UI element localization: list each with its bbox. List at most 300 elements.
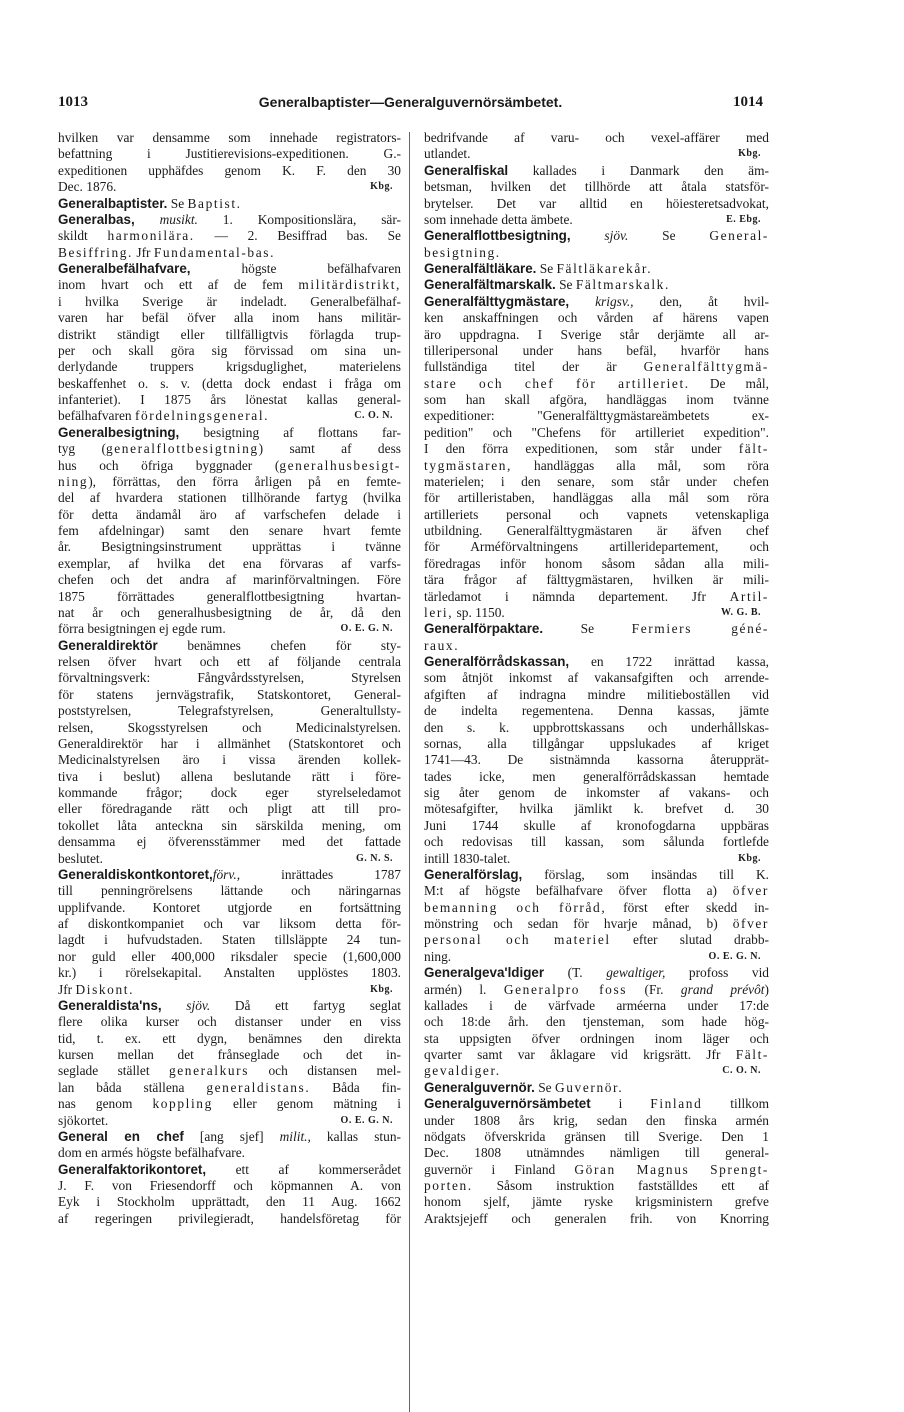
left-column-text-line: [58, 900, 401, 916]
left-column-text-line: [58, 752, 401, 768]
entry-headword: Generalfältläkare.: [424, 261, 537, 276]
text-run: af diskontkompaniet och var liksom detta för-: [58, 916, 401, 931]
right-column-text-line: [424, 883, 769, 899]
left-column-text-line: [58, 1162, 401, 1178]
text-run: intill 1830-talet.: [424, 850, 511, 866]
right-column-text-line: [424, 556, 769, 572]
text-run: ), förrättas, den förra årligen på en femte-: [88, 473, 401, 489]
text-run: till penningrörelsens lättande och näringarnas: [58, 883, 401, 899]
right-column-text-line: [424, 801, 769, 817]
text-run: Jfr: [58, 981, 76, 997]
text-run: krigsv.,: [595, 293, 634, 309]
right-column-text-line: [424, 818, 769, 834]
text-run: gevaldiger.: [424, 1063, 501, 1079]
text-run: Araktsjejeff och generalen frih. von Knorring: [424, 1210, 769, 1226]
left-column-text-line: [58, 572, 401, 588]
text-run: sig åter genom de inkomster af vakans- och: [424, 785, 769, 800]
text-run: relsen, Skogsstyrelsen och Medicinalstyrelsen.: [58, 719, 401, 735]
left-column: [58, 130, 401, 1227]
text-run: [162, 998, 187, 1013]
right-column-text-line: [424, 1014, 769, 1030]
text-run: ning.: [424, 948, 452, 964]
right-column-text-line: [424, 687, 769, 703]
text-run: De mål,: [689, 375, 769, 391]
entry-headword: Generalfaktorikontoret,: [58, 1161, 207, 1177]
text-run: seglade stället: [58, 1063, 169, 1079]
left-column-text-line: [58, 1047, 401, 1063]
text-run: [571, 228, 605, 243]
text-run: per och skall göra sig förvissad om sina un-: [58, 342, 401, 358]
right-column-text-line: [424, 245, 769, 261]
left-column-text-line: [58, 638, 401, 654]
text-run: distrikt ständigt eller tillfälligtvis förlagda trup-: [58, 326, 401, 342]
text-run: chefen och det andra af marinförvaltningen. Före: [58, 572, 401, 588]
text-run: Medicinalstyrelsen äro i vissa ärenden kollek-: [58, 752, 401, 768]
text-run: kursen mellan det frånseglade och det in-: [58, 1047, 401, 1062]
text-run: beslutet.: [58, 850, 103, 866]
text-run: och distansen mel-: [249, 1063, 401, 1079]
right-column-text-line: [424, 212, 769, 228]
text-run: den s. k. uppbrottskassans och underhållskas-: [424, 719, 769, 735]
text-run: generaldistans.: [206, 1079, 311, 1095]
text-run: i: [590, 1096, 651, 1112]
text-run: betsman, hvilken det tillhörde att åtala statsför-: [424, 179, 769, 195]
text-run: ): [764, 981, 769, 997]
right-column-text-line: [424, 752, 769, 768]
author-signature: Kbg.: [370, 983, 393, 995]
author-signature: O. E. G. N.: [708, 950, 761, 962]
text-run: hvilken var densamme som innehade registrators-: [58, 130, 401, 145]
text-run: brytelser. Det var alltid en höiesteretsadvokat,: [424, 195, 769, 211]
text-run: inom hvart och ett af de fem: [58, 277, 299, 293]
text-run: 1875 förrättades generalflottbesigtning hvartan-: [58, 588, 401, 604]
left-column-text-line: [58, 654, 401, 670]
text-run: Båda fin-: [310, 1079, 401, 1095]
text-run: beskaffenhet o. s. v. (detta dock endast i fråga om: [58, 375, 401, 391]
left-column-text-line: [58, 212, 401, 228]
text-run: dom en armés högste befälhafvare.: [58, 1145, 246, 1161]
text-run: densamma ej öfverensstämmer med det fattade: [58, 834, 401, 850]
text-run: högste befälhafvaren: [190, 261, 401, 276]
text-run: skildt: [58, 228, 108, 244]
text-run: Då ett fartyg seglat: [210, 997, 401, 1013]
text-run: ) samt af dess: [258, 441, 401, 457]
text-run: Fermiers géné-: [631, 621, 769, 637]
text-run: Se: [536, 261, 557, 276]
text-run: utbildning. Generalfälttygmästaren är äfven chef: [424, 523, 769, 538]
text-run: Fältläkarekår.: [556, 261, 653, 276]
left-column-text-line: [58, 196, 401, 212]
text-run: Se: [167, 195, 188, 211]
text-run: materielen; i den senare, som står under chefen: [424, 473, 769, 489]
left-column-text-line: [58, 376, 401, 392]
left-column-text-line: [58, 769, 401, 785]
left-column-text-line: [58, 359, 401, 375]
right-column-text-line: [424, 343, 769, 359]
left-column-text-line: [58, 801, 401, 817]
right-column-text-line: [424, 834, 769, 850]
right-column-text-line: [424, 769, 769, 785]
text-run: bemanning och förråd,: [424, 899, 607, 915]
text-run: öfver: [732, 916, 769, 931]
left-column-text-line: [58, 1031, 401, 1047]
left-column-text-line: [58, 490, 401, 506]
text-run: relsen öfver hvart och ett af följande centrala: [58, 654, 401, 669]
text-run: tärledamot i nämnda departement. Jfr: [424, 588, 730, 604]
left-column-text-line: [58, 982, 401, 998]
left-column-text-line: [58, 392, 401, 408]
right-column-text-line: [424, 228, 769, 244]
text-run: tid, t. ex. ett dygn, benämnes den direkta: [58, 1030, 401, 1046]
left-column-text-line: [58, 458, 401, 474]
author-signature: G. N. S.: [355, 852, 393, 864]
entry-headword: Generalbefälhafvare,: [58, 261, 191, 276]
text-run: generalhusbesigt-: [279, 457, 401, 473]
right-column-text-line: [424, 1113, 769, 1129]
author-signature: C. O. N.: [354, 410, 393, 422]
text-run: kommande frågor; dock eger styrelseledamot: [58, 785, 401, 800]
text-run: exemplar, af hvilka det ena förvaras af varfs-: [58, 555, 401, 571]
left-column-text-line: [58, 949, 401, 965]
left-page-number: 1013: [58, 94, 88, 110]
text-run: M:t af högste befälhafvare öfver flotta a): [424, 883, 733, 899]
right-column-text-line: [424, 507, 769, 523]
text-run: som innehade detta ämbete.: [424, 211, 573, 227]
right-column-text-line: [424, 982, 769, 998]
text-run: — 2. Besiffrad bas. Se: [194, 228, 401, 244]
text-run: för statens jernvägstrafik, Statskontoret, General-: [58, 686, 401, 702]
right-column-text-line: [424, 1096, 769, 1112]
author-signature: C. O. N.: [722, 1065, 761, 1077]
right-column-text-line: [424, 589, 769, 605]
text-run: hus och öfriga byggnader (: [58, 457, 280, 473]
text-run: utlandet.: [424, 146, 471, 162]
left-column-text-line: [58, 916, 401, 932]
right-column-text-line: [424, 785, 769, 801]
left-column-text-line: [58, 310, 401, 326]
text-run: grand prévôt: [680, 981, 765, 997]
left-column-text-line: [58, 883, 401, 899]
text-run: föredragas inför honom såsom sådan alla mili-: [424, 555, 769, 571]
left-column-text-line: [58, 1080, 401, 1096]
left-column-text-line: [58, 343, 401, 359]
text-run: Diskont.: [75, 981, 135, 997]
text-run: generalkurs: [168, 1063, 250, 1079]
text-run: profoss vid: [665, 965, 769, 981]
text-run: som han skall afgöra, handläggas inom tvänne: [424, 392, 769, 407]
left-column-text-line: [58, 425, 401, 441]
left-column-text-line: [58, 523, 401, 539]
text-run: besigtning.: [424, 244, 501, 260]
right-column-text-line: [424, 294, 769, 310]
entry-headword: Generalfiskal: [424, 162, 509, 178]
entry-headword: Generaldirektör: [58, 637, 158, 653]
text-run: milit.,: [279, 1128, 311, 1144]
left-column-text-line: [58, 408, 401, 424]
text-run: [135, 212, 160, 227]
left-column-text-line: [58, 1063, 401, 1079]
right-column-text-line: [424, 458, 769, 474]
left-column-text-line: [58, 1113, 401, 1129]
text-run: Dec. 1876.: [58, 179, 117, 195]
right-column-text-line: [424, 310, 769, 326]
text-run: [569, 294, 595, 309]
right-column-text-line: [424, 965, 769, 981]
right-column-text-line: [424, 1031, 769, 1047]
text-run: och redovisas till kassan, som sålunda fortlefde: [424, 834, 769, 850]
left-column-text-line: [58, 1194, 401, 1210]
text-run: Generalpro foss: [503, 981, 628, 997]
left-column-text-line: [58, 736, 401, 752]
text-run: sjöv.: [604, 228, 629, 244]
text-run: och 18:de årh. den tjensteman, som hade hög-: [424, 1014, 769, 1030]
text-run: flere olika kurser och distanser under en viss: [58, 1014, 401, 1030]
left-column-text-line: [58, 277, 401, 293]
left-column-text-line: [58, 1129, 401, 1145]
right-column-text-line: [424, 998, 769, 1014]
text-run: nat år och generalhusbesigtning de år, då den: [58, 604, 401, 620]
left-column-text-line: [58, 965, 401, 981]
left-column-text-line: [58, 245, 401, 261]
left-column-text-line: [58, 163, 401, 179]
text-run: Finland: [650, 1096, 703, 1112]
text-run: tygmästaren,: [424, 457, 512, 473]
text-run: kallades i Danmark den äm-: [508, 162, 769, 178]
text-run: nor guld eller 400,000 riksdaler specie (1,600,000: [58, 948, 401, 964]
text-run: under 1808 års krig, sedan den finska armén: [424, 1112, 769, 1128]
text-run: i hvilka Sverige är indeladt. Generalbefälhaf-: [58, 293, 401, 309]
running-head-title: Generalbaptister—Generalguvernörsämbetet.: [258, 94, 563, 110]
text-run: 1741—43. De sistnämnda kassorna återupprät-: [424, 752, 769, 768]
text-run: gewaltiger,: [606, 965, 666, 981]
left-column-text-line: [58, 785, 401, 801]
text-run: Fundamental-bas.: [153, 244, 276, 260]
text-run: eller genom mätning i: [212, 1096, 401, 1112]
text-run: år. Besigtningsinstrument upprättas i tvänne: [58, 539, 401, 555]
right-column-text-line: [424, 146, 769, 162]
text-run: förra besigtningen ej egde rum.: [58, 621, 226, 637]
entry-headword: Generalgeva'ldiger: [424, 965, 545, 981]
text-run: Jfr: [133, 244, 154, 260]
text-run: guvernör i Finland: [424, 1161, 575, 1177]
text-run: förslag, som insändas till K.: [522, 866, 769, 882]
text-run: ning: [58, 473, 89, 489]
right-column-text-line: [424, 703, 769, 719]
text-run: lagdt i hufvudstaden. Staten tillsläppte 24 tun-: [58, 932, 401, 948]
left-column-text-line: [58, 834, 401, 850]
right-column-text-line: [424, 1129, 769, 1145]
entry-headword: Generalfältmarskalk.: [424, 277, 556, 293]
text-run: koppling: [152, 1096, 213, 1112]
text-run: fördelningsgeneral.: [134, 408, 270, 424]
left-column-text-line: [58, 1014, 401, 1030]
right-column-text-line: [424, 867, 769, 883]
right-column-text-line: [424, 638, 769, 654]
right-column-text-line: [424, 605, 769, 621]
author-signature: O. E. G. N.: [340, 623, 393, 635]
text-run: ken anskaffningen och vården af härens vapen: [424, 310, 769, 326]
left-column-text-line: [58, 867, 401, 883]
text-run: nas genom: [58, 1096, 153, 1112]
text-run: kallades i de värfvade arméerna under 17:de: [424, 997, 769, 1013]
text-run: derlydande truppers krigsduglighet, materielens: [58, 359, 401, 375]
left-column-text-line: [58, 687, 401, 703]
author-signature: E. Ebg.: [726, 213, 761, 225]
text-run: honom sjelf, jämte ryske krigsministern grefve: [424, 1194, 769, 1210]
text-run: stare och chef för artilleriet.: [424, 375, 690, 391]
text-run: J. F. von Friesendorff och köpmannen A. von: [58, 1178, 401, 1193]
entry-headword: Generaldista'ns,: [58, 997, 162, 1013]
left-column-text-line: [58, 261, 401, 277]
left-column-text-line: [58, 539, 401, 555]
text-run: den, åt hvil-: [633, 293, 769, 309]
text-run: artilleriets personal och vapnets vetenskapliga: [424, 506, 769, 522]
entry-headword: Generaldiskontkontoret,: [58, 866, 213, 882]
right-column-text-line: [424, 441, 769, 457]
right-column-text-line: [424, 1211, 769, 1227]
text-run: som åtnjöt inkomst af vakansafgiften och arrende-: [424, 670, 769, 686]
right-column-text-line: [424, 523, 769, 539]
right-column-text-line: [424, 1145, 769, 1161]
text-run: befälhafvaren: [58, 408, 135, 424]
right-column-text-line: [424, 1080, 769, 1096]
text-run: Fältmarskalk.: [575, 277, 670, 293]
text-run: harmonilära.: [107, 228, 195, 244]
right-column-text-line: [424, 670, 769, 686]
text-run: förvaltningsverk: Fångvårdsstyrelsen, Styrelsen: [58, 670, 401, 686]
text-run: eller föredragande rätt och pligt att till pro-: [58, 801, 401, 817]
right-column-text-line: [424, 1063, 769, 1079]
right-column-text-line: [424, 654, 769, 670]
text-run: för detta ändamål äro af varfschefen delade i: [58, 506, 401, 522]
text-run: bedrifvande af varu- och vexel-affärer med: [424, 130, 769, 145]
left-column-text-line: [58, 441, 401, 457]
right-column: [424, 130, 769, 1227]
text-run: pedition" och "Chefens för artilleriet expedition".: [424, 424, 769, 440]
right-column-text-line: [424, 359, 769, 375]
right-column-text-line: [424, 736, 769, 752]
left-column-text-line: [58, 146, 401, 162]
text-run: fem afdelningar) samt den senare hvart femte: [58, 523, 401, 538]
left-column-text-line: [58, 1096, 401, 1112]
left-column-text-line: [58, 1178, 401, 1194]
left-column-text-line: [58, 228, 401, 244]
entry-headword: Generalförslag,: [424, 866, 523, 882]
text-run: förv.,: [212, 866, 241, 882]
text-run: Se: [555, 277, 576, 293]
text-run: sp. 1150.: [453, 604, 505, 620]
text-run: nödgats öfverskrida gränsen till Sverige. Den 1: [424, 1128, 769, 1144]
left-column-text-line: [58, 932, 401, 948]
text-run: handläggas alla mål, som röra: [512, 457, 769, 473]
author-signature: Kbg.: [738, 852, 761, 864]
right-column-text-line: [424, 621, 769, 637]
text-run: Besiffring.: [58, 244, 134, 260]
text-run: tiva i beslut) allena beslutande rätt i före-: [58, 768, 401, 784]
text-run: Se: [543, 621, 632, 637]
text-run: mötesafgifter, hvilka jämlikt k. brefvet d. 30: [424, 801, 769, 817]
entry-headword: Generalflottbesigtning,: [424, 228, 571, 244]
text-run: inrättades 1787: [240, 866, 401, 882]
text-run: (T.: [544, 965, 607, 981]
text-run: för Arméförvaltningens artilleridepartement, och: [424, 539, 769, 555]
text-run: [ang sjef]: [183, 1128, 280, 1144]
text-run: sjöv.: [186, 997, 211, 1013]
text-run: personal och materiel: [424, 932, 611, 948]
entry-headword: Generalbesigtning,: [58, 424, 180, 440]
text-run: varen har befäl öfver alla inom hans militär-: [58, 310, 401, 326]
left-column-text-line: [58, 589, 401, 605]
text-run: musikt.: [159, 211, 198, 227]
text-run: Se: [534, 1079, 555, 1095]
right-column-text-line: [424, 196, 769, 212]
text-run: Se: [628, 228, 710, 244]
left-column-text-line: [58, 130, 401, 146]
text-run: poststyrelsen, Telegrafstyrelsen, Generaltullsty-: [58, 703, 401, 719]
right-column-text-line: [424, 261, 769, 277]
right-column-text-line: [424, 720, 769, 736]
text-run: afgiften af indragna mindre militieboställen vid: [424, 686, 769, 702]
text-run: de indelta regementena. Denna kassas, jämte: [424, 703, 769, 719]
right-column-text-line: [424, 163, 769, 179]
text-run: besigtning af flottans far-: [179, 424, 401, 440]
left-column-text-line: [58, 294, 401, 310]
right-column-text-line: [424, 1162, 769, 1178]
text-run: militärdistrikt,: [298, 277, 401, 293]
text-run: ett af kommerserådet: [206, 1161, 401, 1177]
column-divider: [409, 132, 410, 1412]
text-run: en 1722 inrättad kassa,: [569, 654, 769, 669]
text-run: del af hvardera stationen tillhörande fartyg (hvilka: [58, 490, 401, 506]
text-run: Baptist.: [187, 195, 242, 211]
text-run: Guvernör.: [554, 1079, 624, 1095]
text-run: efter slutad drabb-: [610, 932, 769, 948]
text-run: Såsom instruktion fastställdes ett af: [472, 1178, 769, 1193]
right-column-text-line: [424, 130, 769, 146]
text-run: mönstring och sedan för hvarje månad, b): [424, 916, 733, 931]
text-run: Dec. 1808 utnämndes nämligen till general-: [424, 1145, 769, 1161]
text-run: af regeringen privilegieradt, handelsföretag för: [58, 1210, 401, 1226]
text-run: Eyk i Stockholm upprättadt, den 11 Aug. 1662: [58, 1194, 401, 1210]
text-run: sjökortet.: [58, 1112, 109, 1128]
text-run: expeditionen upphäfdes genom K. F. den 30: [58, 162, 401, 178]
right-column-text-line: [424, 408, 769, 424]
left-column-text-line: [58, 179, 401, 195]
right-column-text-line: [424, 851, 769, 867]
author-signature: Kbg.: [738, 148, 761, 160]
author-signature: W. G. B.: [720, 606, 761, 618]
text-run: infanteriet). I 1875 års lönestat kallas general-: [58, 392, 401, 407]
right-column-text-line: [424, 425, 769, 441]
text-run: General-: [709, 228, 769, 244]
text-run: armén) l.: [424, 981, 504, 997]
text-run: tyg (: [58, 441, 106, 457]
text-run: Artil-: [729, 588, 769, 604]
right-column-text-line: [424, 327, 769, 343]
right-column-text-line: [424, 392, 769, 408]
text-run: äro uppdragna. I Sverige står derjämte all ar-: [424, 326, 769, 342]
text-run: upplifvande. Kontoret utgjorde en fortsättning: [58, 899, 401, 915]
left-column-text-line: [58, 818, 401, 834]
text-run: sornas, alla tillgångar uppslukades af kriget: [424, 735, 769, 751]
left-column-text-line: [58, 998, 401, 1014]
left-column-text-line: [58, 703, 401, 719]
text-run: qvarter samt var åklagare vid krigsrätt. Jfr: [424, 1047, 736, 1062]
right-column-text-line: [424, 1178, 769, 1194]
text-run: kr.) i rörelsekapital. Anstalten upplöstes 1803.: [58, 965, 401, 981]
text-run: först efter skedd in-: [606, 899, 769, 915]
entry-headword: Generalbas,: [58, 211, 135, 227]
